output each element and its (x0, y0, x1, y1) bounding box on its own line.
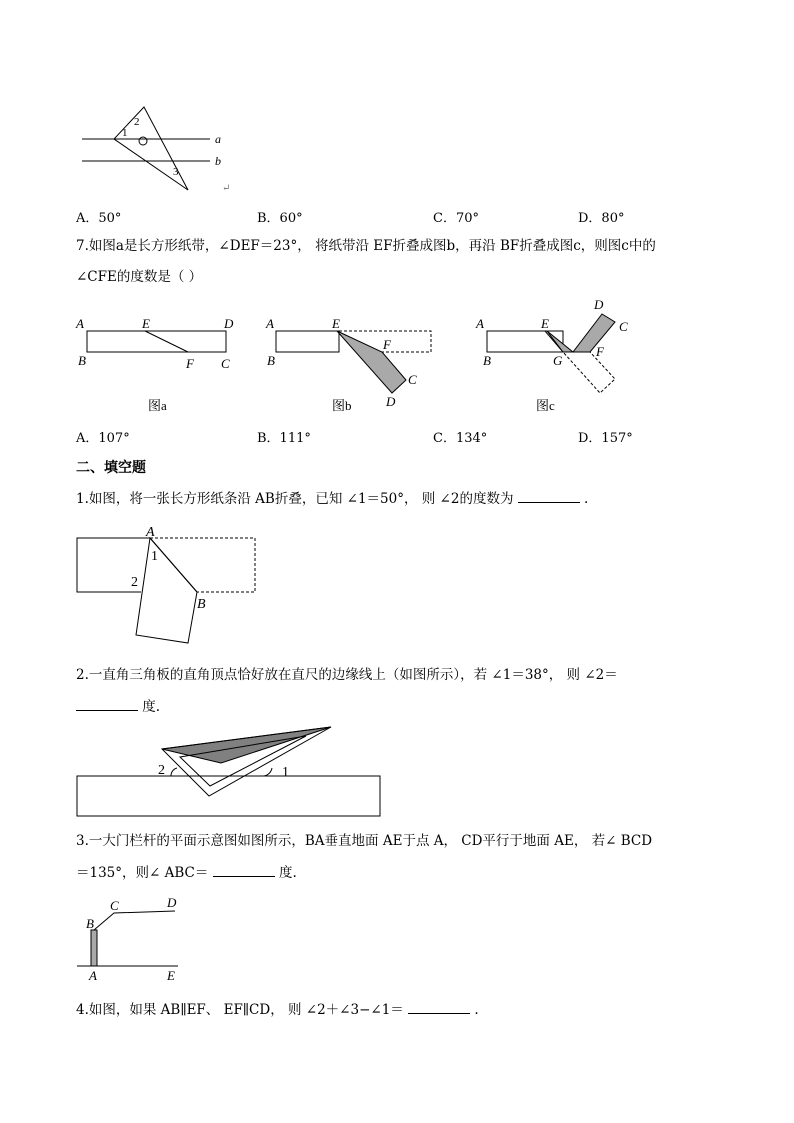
figure-label: F (186, 356, 194, 371)
figure-label: B (78, 353, 86, 368)
q7-figures (70, 292, 730, 422)
figure-label: A (266, 316, 274, 331)
figure-label: E (332, 316, 340, 331)
figure-label: A (476, 316, 484, 331)
fill3-line2: ＝135°，则∠ ABC＝ 度. (76, 862, 297, 882)
line-a-label: a (215, 132, 221, 146)
q6-option-d: D．80° (578, 211, 625, 226)
q7-stem-line2: ∠CFE的度数是（ ） (76, 269, 203, 285)
figure-label: B (86, 916, 94, 931)
figure-label: C (408, 372, 417, 387)
figure-label: C (110, 898, 119, 913)
fig-a-caption: 图a (148, 398, 167, 413)
fill4-answer-blank[interactable] (408, 999, 470, 1014)
figure-label: E (541, 316, 549, 331)
fill2-line1: 2.一直角三角板的直角顶点恰好放在直尺的边缘线上（如图所示），若 ∠1＝38°， 则 ∠2＝ (76, 667, 618, 683)
figure-label: C (221, 356, 230, 371)
figure-label: D (594, 297, 604, 312)
figure-label: G (553, 353, 563, 368)
q7-stem-line1: 7.如图a是长方形纸带，∠DEF＝23°， 将纸带沿 EF折叠成图b，再沿 BF折叠成图c，则图c中的 (76, 238, 656, 254)
angle-3-label: 3 (173, 166, 179, 178)
q7-option-c: C．134° (433, 431, 488, 446)
figure-label: 1 (151, 549, 158, 564)
figure-label: 1 (282, 765, 289, 780)
q6-option-b: B．60° (257, 211, 303, 226)
figure-label: C (619, 319, 628, 334)
fig-c-caption: 图c (536, 398, 555, 413)
figure-label: A (89, 968, 97, 983)
fill1-answer-blank[interactable] (518, 488, 580, 503)
q7-option-a: A．107° (76, 431, 130, 446)
fill1-text: 1.如图，将一张长方形纸条沿 AB折叠，已知 ∠1＝50°， 则 ∠2的度数为 . (76, 488, 588, 508)
figure-label: B (197, 597, 206, 612)
figure-label: F (383, 337, 391, 352)
fill3-line1: 3.一大门栏杆的平面示意图如图所示，BA垂直地面 AE于点 A， CD平行于地面 AE， 若∠ BCD (76, 833, 653, 849)
fill1-figure (70, 520, 270, 650)
figure-label: F (596, 344, 604, 359)
fig-b-caption: 图b (332, 398, 352, 413)
figure-label: D (224, 316, 234, 331)
figure-label: 2 (131, 575, 138, 590)
fill4-text: 4.如图，如果 AB∥EF、 EF∥CD， 则 ∠2＋∠3−∠1＝ . (76, 999, 479, 1019)
figure-label: D (167, 895, 177, 910)
fill2-answer-blank[interactable] (76, 696, 138, 711)
figure-label: A (146, 525, 155, 540)
figure-label: B (483, 353, 491, 368)
q6-option-c: C．70° (433, 211, 479, 226)
line-b-label: b (215, 154, 221, 168)
fill3-answer-blank[interactable] (213, 862, 275, 877)
figure-label: A (76, 316, 84, 331)
fill2-line2: 度. (76, 696, 160, 716)
figure-label: E (142, 316, 150, 331)
figure-label: 2 (158, 763, 165, 778)
q7-option-b: B．111° (257, 431, 311, 446)
q6-option-a: A．50° (76, 211, 122, 226)
q7-option-d: D．157° (578, 431, 633, 446)
figure-label: B (267, 353, 275, 368)
angle-1-label: 1 (122, 127, 128, 139)
section-title: 二、填空题 (76, 460, 146, 476)
q6-figure (70, 95, 250, 200)
angle-2-label: 2 (134, 116, 140, 128)
fill3-figure (70, 892, 200, 984)
figure-label: D (386, 394, 396, 409)
figure-label: E (167, 968, 175, 983)
fill2-figure (70, 720, 390, 820)
return-mark: ↵ (222, 183, 231, 194)
